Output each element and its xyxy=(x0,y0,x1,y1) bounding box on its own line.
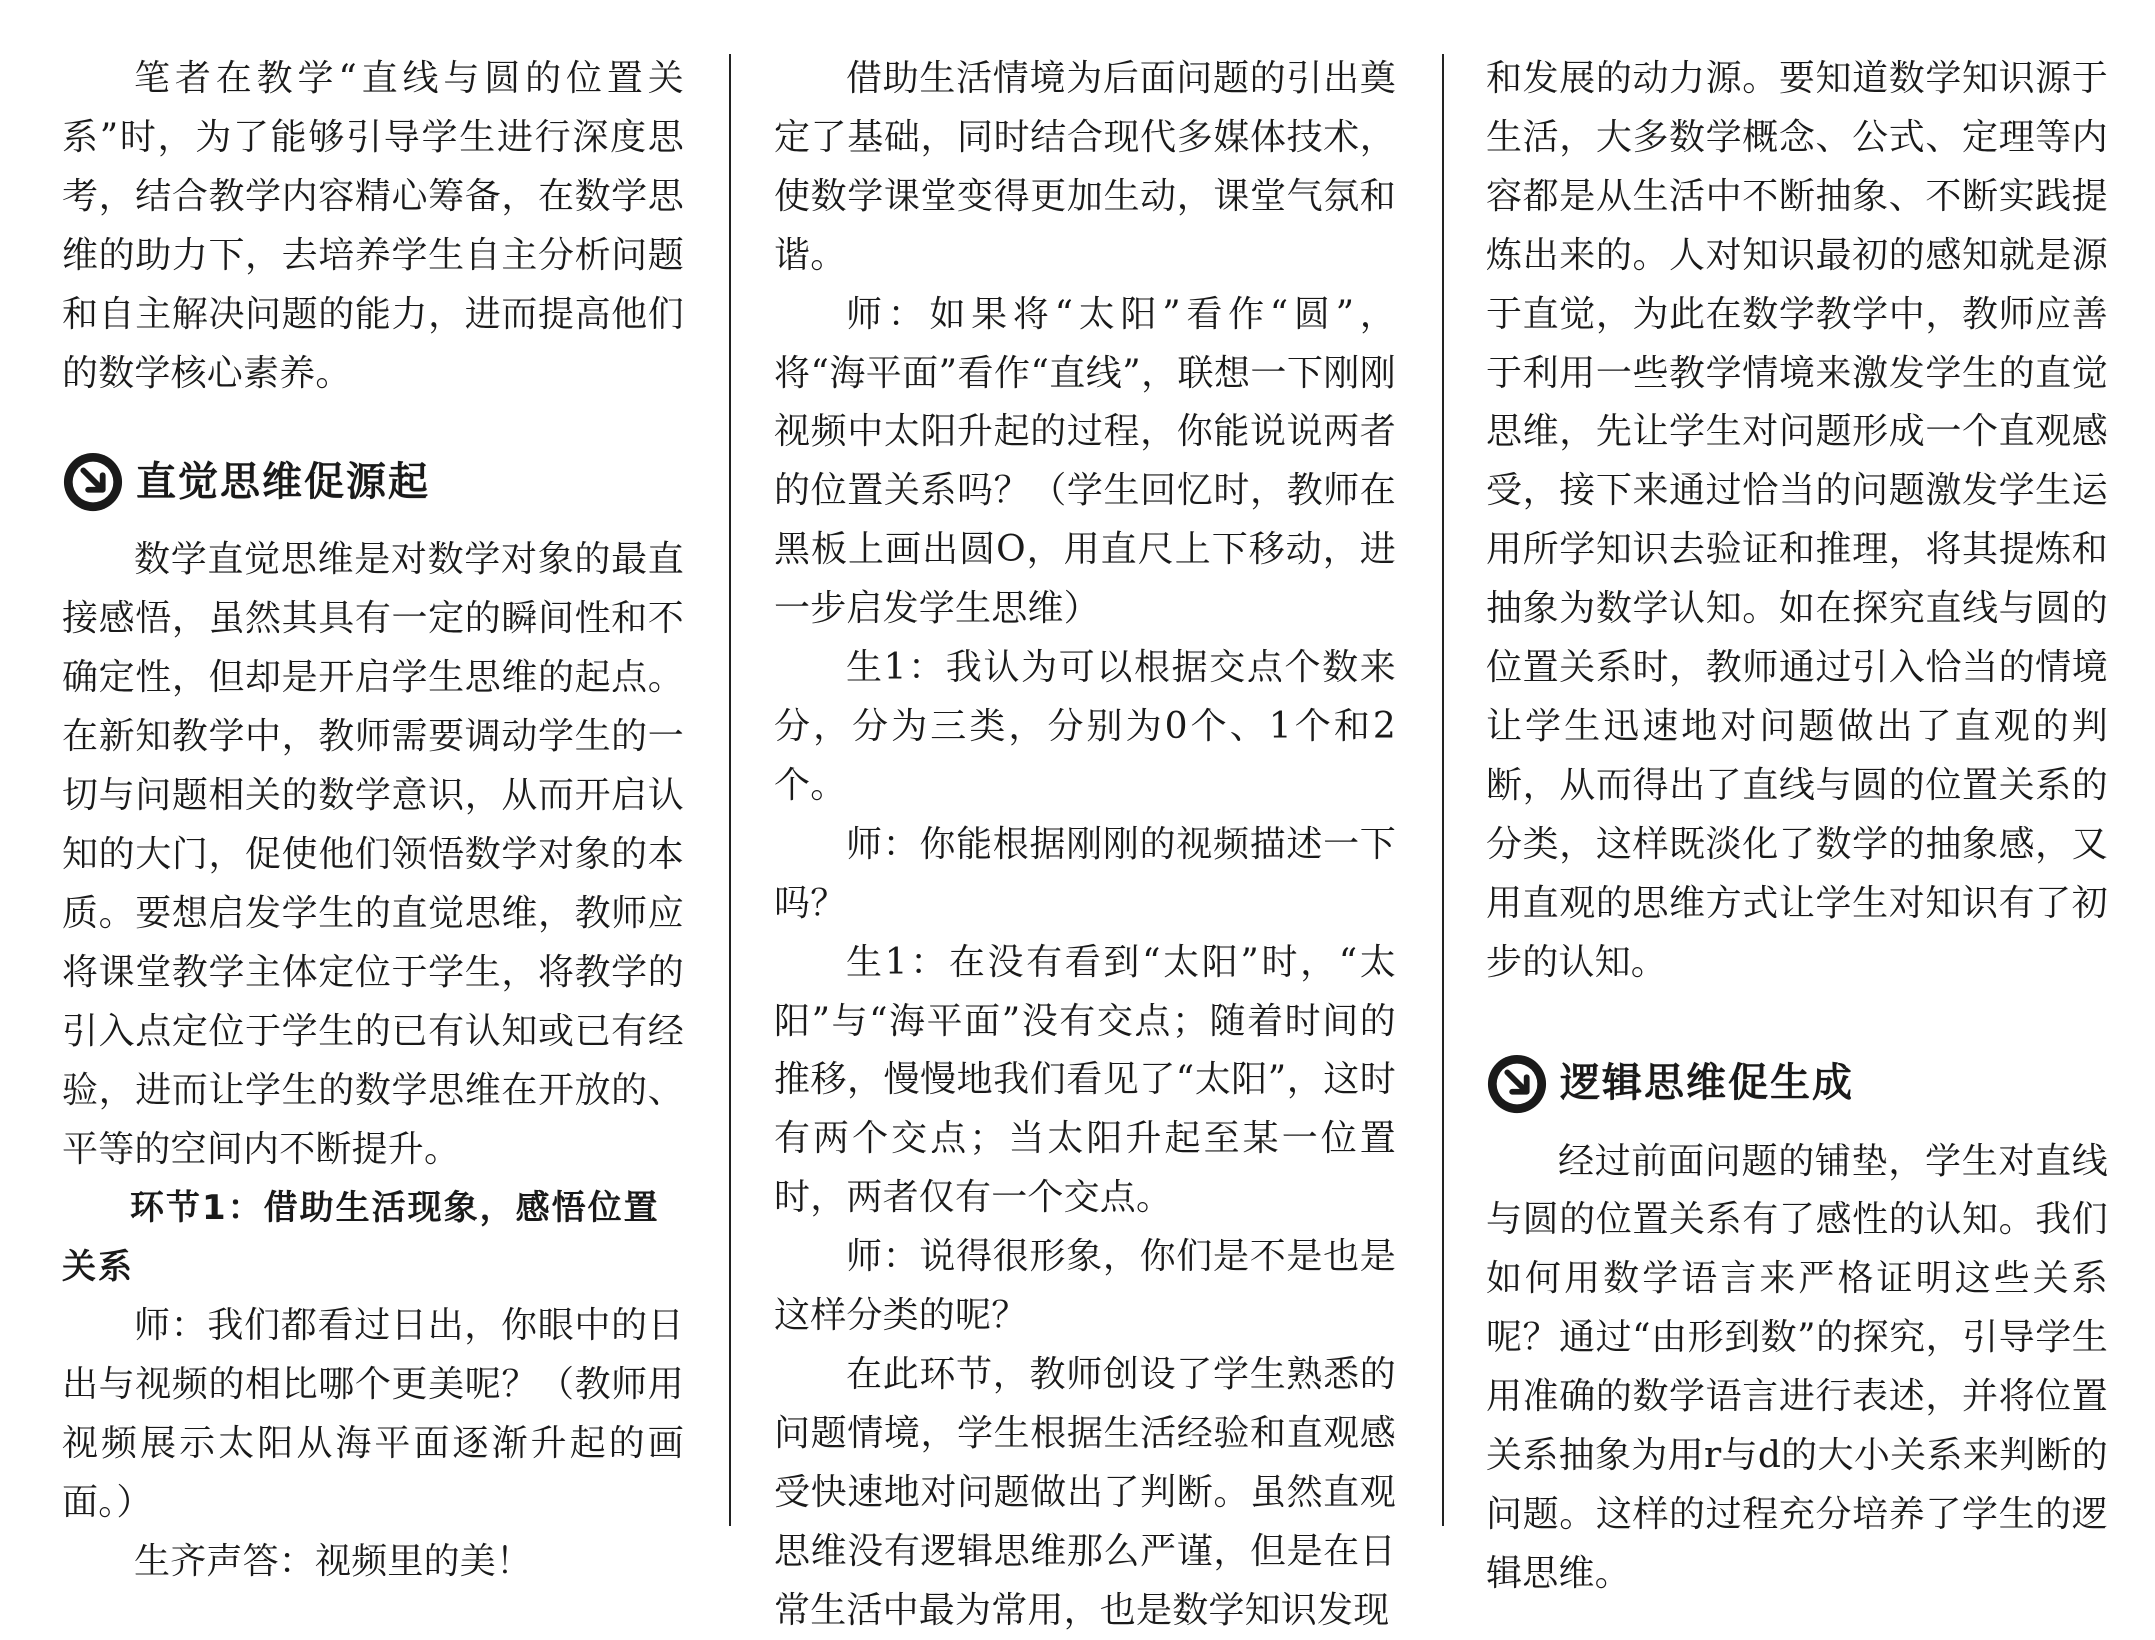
paragraph: 数学直觉思维是对数学对象的最直接感悟，虽然其具有一定的瞬间性和不确定性，但却是开启学生思维的起点。在新知教学中，教师需要调动学生的一切与问题相关的数学意识，从而开启认知的大门，促使他们领悟数学对象的本质。要想启发学生的直觉思维，教师应将课堂教学主体定位于学生，将教学的引入点定位于学生的已有认知或已有经验，进而让学生的数学思维在开放的、平等的空间内不断提升。 xyxy=(62,539,684,1170)
column-middle xyxy=(774,50,1396,1640)
section-title: 直觉思维促源起 xyxy=(136,458,430,505)
column-divider xyxy=(729,54,731,1526)
paragraph: 在此环节，教师创设了学生熟悉的问题情境，学生根据生活经验和直观感受快速地对问题做出了判断。虽然直观思维没有逻辑思维那么严谨，但是在日常生活中最为常用，也是数学知识发现 xyxy=(774,1353,1396,1631)
paragraph: 师：我们都看过日出，你眼中的日出与视频的相比哪个更美呢？（教师用视频展示太阳从海平面逐渐升起的画面。） xyxy=(62,1305,684,1523)
paragraph: 生1：在没有看到“太阳”时，“太阳”与“海平面”没有交点；随着时间的推移，慢慢地我们看见了“太阳”，这时有两个交点；当太阳升起至某一位置时，两者仅有一个交点。 xyxy=(774,941,1396,1219)
column-left xyxy=(62,50,684,1592)
circle-arrow-icon xyxy=(1486,1053,1548,1115)
step-heading-continued: 关系 xyxy=(62,1247,134,1288)
paragraph: 师：你能根据刚刚的视频描述一下吗？ xyxy=(774,823,1396,924)
column-right xyxy=(1486,50,2108,1604)
circle-arrow-icon xyxy=(62,451,124,513)
paragraph: 师：说得很形象，你们是不是也是这样分类的呢？ xyxy=(774,1236,1396,1337)
paragraph: 借助生活情境为后面问题的引出奠定了基础，同时结合现代多媒体技术，使数学课堂变得更加生动，课堂气氛和谐。 xyxy=(774,58,1396,276)
section-title: 逻辑思维促生成 xyxy=(1560,1060,1854,1107)
section-heading-logic xyxy=(1486,1045,2108,1123)
paragraph: 师：如果将“太阳”看作“圆”，将“海平面”看作“直线”，联想一下刚刚视频中太阳升起的过程，你能说说两者的位置关系吗？（学生回忆时，教师在黑板上画出圆O，用直尺上下移动，进一步启发学生思维） xyxy=(774,293,1396,630)
paragraph: 经过前面问题的铺垫，学生对直线与圆的位置关系有了感性的认知。我们如何用数学语言来严格证明这些关系呢？通过“由形到数”的探究，引导学生用准确的数学语言进行表述，并将位置关系抽象为用r与d的大小关系来判断的问题。这样的过程充分培养了学生的逻辑思维。 xyxy=(1486,1140,2108,1594)
paragraph: 生齐声答：视频里的美！ xyxy=(134,1540,533,1582)
column-divider xyxy=(1442,54,1444,1526)
paragraph: 生1：我认为可以根据交点个数来分，分为三类，分别为0个、1个和2个。 xyxy=(774,647,1396,806)
paragraph: 笔者在教学“直线与圆的位置关系”时，为了能够引导学生进行深度思考，结合教学内容精心筹备，在数学思维的助力下，去培养学生自主分析问题和自主解决问题的能力，进而提高他们的数学核心素养。 xyxy=(62,58,684,394)
paragraph-continued: 和发展的动力源。要知道数学知识源于生活，大多数学概念、公式、定理等内容都是从生活中不断抽象、不断实践提炼出来的。人对知识最初的感知就是源于直觉，为此在数学教学中，教师应善于利用一些教学情境来激发学生的直觉思维，先让学生对问题形成一个直观感受，接下来通过恰当的问题激发学生运用所学知识去验证和推理，将其提炼和抽象为数学认知。如在探究直线与圆的位置关系时，教师通过引入恰当的情境让学生迅速地对问题做出了直观的判断，从而得出了直线与圆的位置关系的分类，这样既淡化了数学的抽象感，又用直观的思维方式让学生对知识有了初步的认知。 xyxy=(1486,58,2108,983)
section-heading-intuition xyxy=(62,443,684,521)
step-heading: 环节1：借助生活现象，感悟位置 xyxy=(130,1188,660,1229)
